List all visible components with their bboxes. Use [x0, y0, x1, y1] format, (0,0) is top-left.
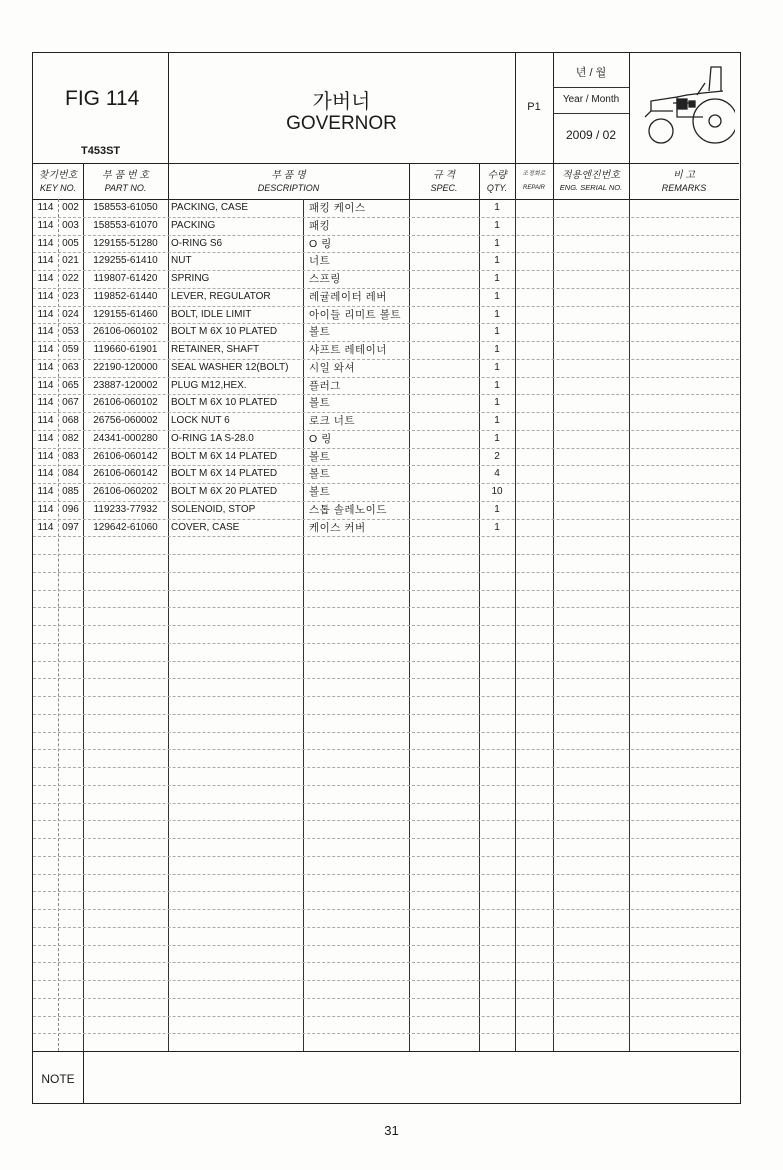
- note-section: [33, 1051, 739, 1104]
- description-english: BOLT, IDLE LIMIT: [171, 308, 252, 320]
- quantity: 10: [491, 486, 503, 497]
- quantity: 1: [494, 326, 500, 338]
- key-number: 082: [62, 432, 79, 444]
- key-number: 067: [62, 397, 79, 409]
- table-row: [33, 323, 739, 341]
- part-number: 129155-61460: [93, 308, 158, 320]
- key-number: 096: [62, 503, 79, 515]
- description-korean: O 링: [309, 432, 332, 445]
- table-row: [33, 341, 739, 359]
- key-number: 022: [62, 273, 79, 284]
- fig-number: 114: [37, 521, 54, 533]
- fig-number: 114: [37, 237, 54, 249]
- description-korean: 아이들 리미트 볼트: [309, 308, 401, 321]
- fig-number: 114: [37, 202, 54, 213]
- fig-number: 114: [37, 379, 54, 391]
- description-korean: 너트: [309, 255, 331, 268]
- column-header-row: 찾기번호 KEY NO. 부 품 번 호 PART NO. 부 품 명 DESCRIPTION 규 격 SPEC. 수량 QTY. 조정회로 REPAIR 적용엔진번호 ENG. SERIAL NO. 비 고 REMARKS: [33, 163, 739, 200]
- model-code: T453ST: [81, 145, 121, 157]
- table-row: [33, 519, 739, 537]
- quantity: 1: [494, 219, 500, 231]
- key-number: 024: [62, 308, 79, 320]
- description-korean: 플러그: [309, 379, 341, 392]
- title-korean: 가버너: [312, 91, 371, 113]
- description-korean: 볼트: [309, 486, 331, 498]
- description-korean: 스프링: [309, 273, 341, 285]
- key-number: 021: [62, 255, 79, 267]
- table-row: [33, 306, 739, 324]
- quantity: 1: [494, 361, 500, 373]
- tractor-icon: [637, 61, 735, 153]
- description-korean: 로크 너트: [309, 415, 355, 427]
- fig-number: 114: [37, 503, 54, 515]
- part-number: 158553-61050: [93, 202, 158, 213]
- title-english: GOVERNOR: [286, 113, 397, 134]
- key-number: 085: [62, 486, 79, 497]
- description-english: PLUG M12,HEX.: [171, 379, 247, 391]
- key-number: 063: [62, 361, 79, 373]
- part-number: 158553-61070: [93, 219, 158, 231]
- table-row: [33, 377, 739, 395]
- table-row: [33, 394, 739, 412]
- quantity: 1: [494, 397, 500, 409]
- key-number: 059: [62, 344, 79, 355]
- part-number: 129642-61060: [93, 521, 158, 533]
- table-row: [33, 412, 739, 430]
- description-english: SEAL WASHER 12(BOLT): [171, 361, 289, 373]
- parts-sheet: [32, 52, 741, 1104]
- description-korean: 패킹: [309, 219, 331, 232]
- fig-number: 114: [37, 219, 54, 231]
- description-english: LOCK NUT 6: [171, 415, 230, 426]
- fig-number: 114: [37, 468, 54, 480]
- part-number: 26106-060142: [93, 450, 158, 462]
- table-row: [33, 270, 739, 288]
- fig-number: 114: [37, 450, 54, 462]
- key-number: 003: [62, 219, 79, 231]
- year-month-value: 2009 / 02: [565, 128, 617, 142]
- page-number: 31: [384, 1123, 399, 1138]
- description-english: SOLENOID, STOP: [171, 503, 256, 515]
- quantity: 2: [494, 450, 500, 462]
- description-korean: 볼트: [309, 326, 331, 339]
- description-korean: 시일 와셔: [309, 361, 355, 374]
- key-number: 068: [62, 415, 79, 426]
- parts-table: [33, 199, 739, 1051]
- part-number: 23887-120002: [93, 379, 158, 391]
- year-month-label-en: Year / Month: [562, 94, 620, 105]
- description-korean: O 링: [309, 237, 332, 250]
- description-english: PACKING: [171, 219, 216, 231]
- part-number: 24341-000280: [93, 432, 158, 444]
- description-english: BOLT M 6X 10 PLATED: [171, 397, 278, 409]
- description-english: BOLT M 6X 14 PLATED: [171, 468, 278, 480]
- part-number: 26756-060002: [93, 415, 158, 426]
- quantity: 1: [494, 379, 500, 391]
- description-english: NUT: [171, 255, 192, 267]
- fig-number: 114: [37, 397, 54, 409]
- table-row: [33, 430, 739, 448]
- key-number: 005: [62, 237, 79, 249]
- fig-number: 114: [37, 326, 54, 338]
- quantity: 1: [494, 503, 500, 515]
- quantity: 1: [494, 521, 500, 533]
- quantity: 1: [494, 273, 500, 284]
- quantity: 1: [494, 344, 500, 355]
- description-korean: 스톱 솔레노이드: [309, 503, 387, 516]
- fig-number: 114: [37, 361, 54, 373]
- table-row: [33, 465, 739, 483]
- fig-number: 114: [37, 415, 54, 426]
- part-number: 129155-51280: [93, 237, 158, 249]
- description-korean: 샤프트 레테이너: [309, 344, 387, 356]
- quantity: 1: [494, 255, 500, 267]
- table-row: [33, 448, 739, 466]
- quantity: 1: [494, 237, 500, 249]
- quantity: 1: [494, 415, 500, 426]
- table-row: [33, 199, 739, 217]
- header-block: [33, 53, 739, 164]
- description-korean: 볼트: [309, 397, 331, 410]
- description-english: BOLT M 6X 20 PLATED: [171, 486, 278, 497]
- table-row: [33, 235, 739, 253]
- description-korean: 패킹 케이스: [309, 202, 366, 214]
- description-english: PACKING, CASE: [171, 202, 249, 213]
- quantity: 4: [494, 468, 500, 480]
- part-number: 22190-120000: [93, 361, 158, 373]
- description-korean: 케이스 커버: [309, 521, 366, 534]
- part-number: 26106-060102: [93, 326, 158, 338]
- fig-number: 114: [37, 432, 54, 444]
- fig-number: 114: [37, 290, 54, 302]
- table-row: [33, 217, 739, 235]
- table-row: [33, 252, 739, 270]
- key-number: 002: [62, 202, 79, 213]
- fig-number: 114: [37, 344, 54, 355]
- part-number: 129255-61410: [93, 255, 158, 267]
- quantity: 1: [494, 308, 500, 320]
- note-label: NOTE: [41, 1072, 75, 1086]
- description-english: SPRING: [171, 273, 210, 284]
- part-number: 119233-77932: [93, 503, 158, 515]
- part-number: 26106-060202: [93, 486, 158, 497]
- page-code: P1: [527, 101, 541, 113]
- key-number: 084: [62, 468, 79, 480]
- description-korean: 볼트: [309, 468, 331, 481]
- fig-number: 114: [37, 273, 54, 284]
- key-number: 083: [62, 450, 79, 462]
- key-number: 053: [62, 326, 79, 338]
- description-korean: 레귤레이터 레버: [309, 290, 387, 303]
- fig-number: 114: [37, 486, 54, 497]
- key-number: 097: [62, 521, 79, 533]
- part-number: 119660-61901: [93, 344, 158, 355]
- description-korean: 볼트: [309, 450, 331, 463]
- table-row: [33, 483, 739, 501]
- fig-number: 114: [37, 308, 54, 320]
- key-number: 065: [62, 379, 79, 391]
- fig-number: 114: [37, 255, 54, 267]
- table-row: [33, 359, 739, 377]
- description-english: BOLT M 6X 10 PLATED: [171, 326, 278, 338]
- table-row: [33, 501, 739, 519]
- description-english: COVER, CASE: [171, 521, 240, 533]
- quantity: 1: [494, 202, 500, 213]
- part-number: 26106-060102: [93, 397, 158, 409]
- year-month-label-ko: 년 / 월: [575, 67, 607, 79]
- part-number: 26106-060142: [93, 468, 158, 480]
- part-number: 119807-61420: [93, 273, 158, 284]
- description-english: BOLT M 6X 14 PLATED: [171, 450, 278, 462]
- table-row: [33, 288, 739, 306]
- description-english: RETAINER, SHAFT: [171, 344, 260, 355]
- description-english: O-RING 1A S-28.0: [171, 432, 254, 444]
- description-english: O-RING S6: [171, 237, 223, 249]
- quantity: 1: [494, 432, 500, 444]
- description-english: LEVER, REGULATOR: [171, 290, 271, 302]
- figure-number: FIG 114: [65, 87, 140, 110]
- key-number: 023: [62, 290, 79, 302]
- quantity: 1: [494, 290, 500, 302]
- part-number: 119852-61440: [93, 290, 158, 302]
